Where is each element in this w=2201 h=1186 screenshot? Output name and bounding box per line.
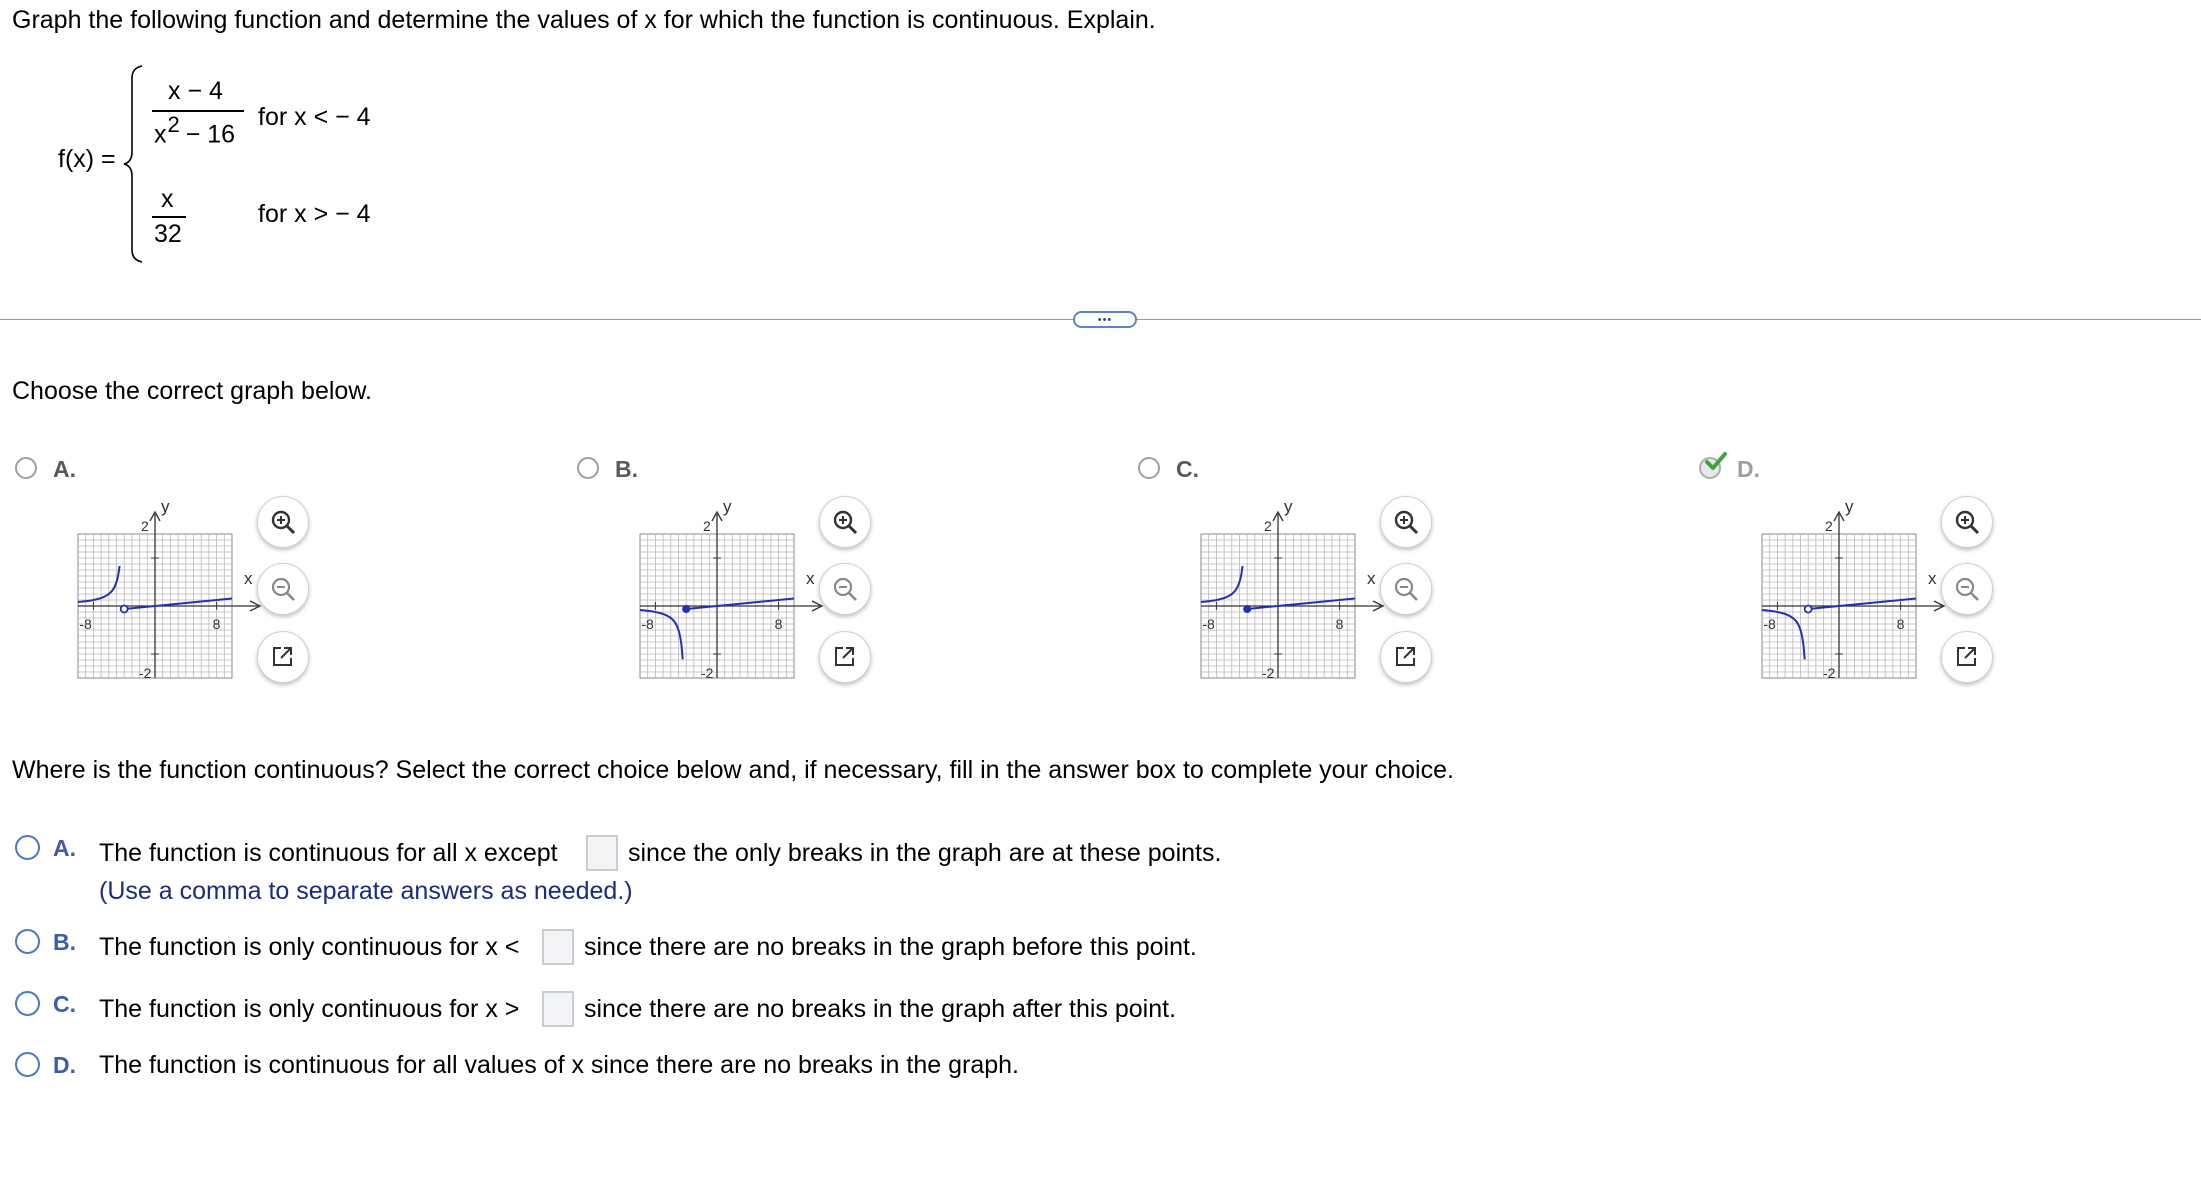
- y-tick-top: 2: [141, 518, 149, 534]
- x-axis-label: x: [1928, 569, 1937, 588]
- choice-b-radio[interactable]: [15, 929, 40, 954]
- choice-b-text-after: since there are no breaks in the graph before this point.: [584, 933, 1197, 961]
- correct-check-icon: [1704, 451, 1728, 473]
- zoom-out-button[interactable]: [257, 563, 309, 615]
- open-external-button[interactable]: [1380, 631, 1432, 683]
- open-external-button[interactable]: [819, 631, 871, 683]
- expand-button[interactable]: [1073, 311, 1137, 328]
- graph-option-c-radio[interactable]: [1138, 457, 1160, 479]
- y-axis-label: y: [723, 497, 732, 516]
- choice-d-text: The function is continuous for all values of x since there are no breaks in the graph.: [99, 1051, 1019, 1079]
- graph-option-b-graph: [612, 497, 852, 687]
- graph-option-b-radio[interactable]: [577, 457, 599, 479]
- y-axis-label: y: [1845, 497, 1854, 516]
- x-axis-label: x: [806, 569, 815, 588]
- expand-dots: •••: [1097, 313, 1113, 326]
- y-axis-label: y: [161, 497, 170, 516]
- graph-option-c-graph: [1173, 497, 1413, 687]
- y-tick-bottom: -2: [139, 665, 152, 681]
- y-tick-top: 2: [703, 518, 711, 534]
- choice-c-text-after: since there are no breaks in the graph after this point.: [584, 995, 1177, 1023]
- zoom-out-button[interactable]: [1380, 563, 1432, 615]
- y-tick-top: 2: [1825, 518, 1833, 534]
- choice-a-answer-box[interactable]: [586, 835, 618, 871]
- x-tick-right: 8: [1896, 616, 1905, 632]
- zoom-in-icon: [1954, 509, 1980, 535]
- choice-a-radio[interactable]: [15, 835, 40, 860]
- x-tick-left: -8: [1763, 616, 1776, 632]
- zoom-out-icon: [1393, 576, 1419, 602]
- x-axis-label: x: [1367, 569, 1376, 588]
- choice-c-text: The function is only continuous for x >: [99, 995, 520, 1023]
- open-external-button[interactable]: [1941, 631, 1993, 683]
- piece2-denominator: 32: [154, 220, 182, 248]
- graph-option-a-radio[interactable]: [15, 457, 37, 479]
- zoom-in-icon: [832, 509, 858, 535]
- zoom-in-button[interactable]: [819, 496, 871, 548]
- graph-option-d-letter: D.: [1737, 456, 1760, 482]
- zoom-out-button[interactable]: [819, 563, 871, 615]
- choice-a-text-after: since the only breaks in the graph are at these points.: [628, 839, 1222, 867]
- zoom-in-icon: [1393, 509, 1419, 535]
- graph-section-prompt: Choose the correct graph below.: [12, 377, 372, 405]
- piece2-condition: for x > − 4: [258, 200, 371, 228]
- zoom-out-icon: [832, 576, 858, 602]
- graph-option-a-graph: [50, 497, 290, 687]
- zoom-out-icon: [1954, 576, 1980, 602]
- x-axis-label: x: [244, 569, 253, 588]
- piece2-fraction-bar: [152, 216, 186, 218]
- piece1-condition: for x < − 4: [258, 103, 371, 131]
- choice-b-letter: B.: [53, 929, 76, 955]
- piece1-denominator-exponent: 2: [167, 112, 180, 137]
- open-external-icon: [1954, 644, 1980, 670]
- open-external-button[interactable]: [257, 631, 309, 683]
- x-tick-left: -8: [1202, 616, 1215, 632]
- zoom-in-button[interactable]: [257, 496, 309, 548]
- choice-c-letter: C.: [53, 991, 76, 1017]
- choice-b-answer-box[interactable]: [542, 929, 574, 965]
- left-brace: [122, 64, 144, 264]
- piece1-denominator-rest: − 16: [178, 120, 236, 149]
- choice-d-letter: D.: [53, 1052, 76, 1078]
- graph-option-a-letter: A.: [53, 456, 76, 482]
- piece1-numerator: x − 4: [168, 77, 223, 105]
- open-external-icon: [270, 644, 296, 670]
- x-tick-left: -8: [79, 616, 92, 632]
- y-tick-bottom: -2: [1823, 665, 1836, 681]
- continuity-prompt: Where is the function continuous? Select the correct choice below and, if necessary, fill in the answer box to complete your choice.: [12, 756, 1454, 784]
- y-tick-bottom: -2: [1262, 665, 1275, 681]
- x-tick-right: 8: [1335, 616, 1344, 632]
- piece1-fraction-bar: [152, 110, 244, 112]
- function-name: f(x) =: [58, 145, 116, 173]
- piece1-denominator: [154, 112, 236, 149]
- x-tick-left: -8: [641, 616, 654, 632]
- choice-a-hint: (Use a comma to separate answers as needed.): [99, 877, 633, 905]
- zoom-out-icon: [270, 576, 296, 602]
- graph-option-b-letter: B.: [615, 456, 638, 482]
- choice-a-text: The function is continuous for all x except: [99, 839, 558, 867]
- choice-a-letter: A.: [53, 835, 76, 861]
- open-external-icon: [832, 644, 858, 670]
- y-axis-label: y: [1284, 497, 1293, 516]
- choice-c-radio[interactable]: [15, 991, 40, 1016]
- choice-b-text: The function is only continuous for x <: [99, 933, 520, 961]
- zoom-in-icon: [270, 509, 296, 535]
- y-tick-bottom: -2: [701, 665, 714, 681]
- piece1-denominator-base: x: [154, 120, 167, 149]
- graph-option-c-letter: C.: [1176, 456, 1199, 482]
- choice-d-radio[interactable]: [15, 1052, 40, 1077]
- x-tick-right: 8: [774, 616, 783, 632]
- zoom-in-button[interactable]: [1941, 496, 1993, 548]
- piece2-numerator: x: [161, 185, 174, 213]
- question-prompt: Graph the following function and determine the values of x for which the function is continuous. Explain.: [12, 6, 1156, 34]
- open-external-icon: [1393, 644, 1419, 670]
- x-tick-right: 8: [212, 616, 221, 632]
- y-tick-top: 2: [1264, 518, 1272, 534]
- zoom-in-button[interactable]: [1380, 496, 1432, 548]
- choice-c-answer-box[interactable]: [542, 991, 574, 1027]
- zoom-out-button[interactable]: [1941, 563, 1993, 615]
- graph-option-d-graph: [1734, 497, 1974, 687]
